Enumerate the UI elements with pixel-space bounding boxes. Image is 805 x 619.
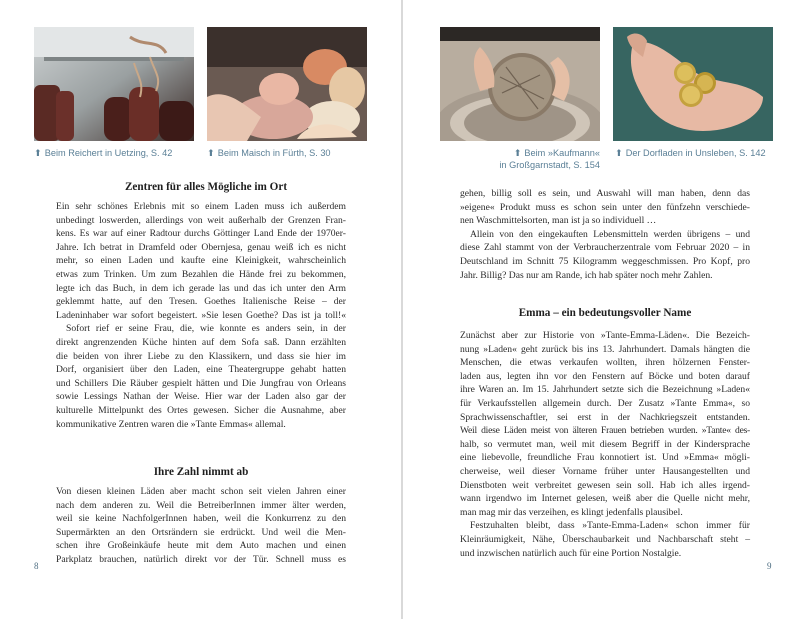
text-line: unbedingt loswerden, allerdings von weit außerhalb der Grenzen Fran- [56,214,346,226]
text-line: gehen, billig soll es sein, und Auswahl will man haben, denn das [460,188,750,199]
caption-reichert: ⬆ Beim Reichert in Uetzing, S. 42 [34,148,173,158]
text-line: ihre Waren an. Im 15. Jahrhundert setzte sich die Bezeichnung »Laden« [460,384,750,396]
photo-reichert [34,27,194,141]
text-line: etwas zum Trinken. Um zum Bezahlen die Hände frei zu bekommen, [56,268,346,280]
text-line: Supermärkten an den Ortsrändern sie erdrückt. Und weil die Men- [56,526,346,538]
text-line: Allein von den eingekauften Lebensmitteln werden übrigens – und [470,228,750,240]
text-line: kens. Es war auf einer Radtour durchs Göttinger Land Ende der 1970er- [56,228,346,240]
right-page [403,0,805,619]
caption-maisch: ⬆ Beim Maisch in Fürth, S. 30 [207,148,331,158]
text-line: Parkplatz brauchen, natürlich direkt vor der Tür. Schnell muss es [56,553,346,565]
text-line: und Schillers Die Räuber gespielt hätten und Die Jungfrau von Orleans [56,377,346,389]
body-section3 [460,329,750,560]
text-line: geklemmt hatte, auf den Tresen. Goethes Italienische Reise – der [56,296,346,308]
text-line: nung »Laden« geht zurück bis ins 13. Jahrhundert. Damals hängten die [460,343,750,355]
text-line: Jahre. Ich betrat in Dramfeld oder Obernjesa, genau weiß ich es nicht [56,241,346,253]
text-line: eine liebevolle, freundliche Frau konnotiert ist. Und »Emma« mögli- [460,452,750,464]
text-line: und inzwischen natürlich auch für eine Portion Nostalgie. [460,547,682,559]
text-line: Ein sehr schönes Erlebnis mit so einem Laden muss ich außerdem [56,201,346,212]
text-line: Deutschland im Schnitt 75 Kilogramm weggeschmissen. Pro Kopf, pro [460,255,750,267]
text-line: Jahr. Billig? Das nur am Rande, ich hab später noch mehr Zahlen. [460,269,713,281]
text-line: mehr, so einen Laden und kaufte eine Kleinigkeit, wahrscheinlich [56,255,346,267]
left-page [0,0,402,619]
heading-emma: Emma – ein bedeutungsvoller Name [518,307,692,319]
text-line: für Verkaufsstellen allgemein durch. Der Zusatz »Tante Emma«, so [460,397,750,409]
text-line: Von diesen kleinen Läden aber macht schon seit vielen Jahren einer [56,486,346,497]
arrow-up-icon: ⬆ [207,148,215,158]
text-line: Sofort rief er seine Frau, die, wie konnte es anders sein, in der [66,323,346,335]
heading-zahl: Ihre Zahl nimmt ab [153,466,249,478]
arrow-up-icon: ⬆ [34,148,42,158]
text-line: cherweise, weil dieser Vorname früher unter Hausangestellten und [460,465,750,477]
text-line: die beiden von ihrer Liebe zu den Klassikern, und dass sie hier im [56,350,346,362]
text-line: diese Zahl stammt von der Verbraucherzentrale vom Februar 2020 – in [460,242,750,254]
text-line: sowie Lessings Nathan der Weise. Hier war der Laden also gar der [56,391,346,403]
photo-maisch [207,27,367,141]
text-line: laden aus, legten ihn vor den Fenstern auf Böcke und boten darauf [460,370,750,382]
text-line: Weil diese Läden meist von älteren Frauen betrieben wurden. »Tante« des- [460,425,750,437]
body-intro [460,187,750,282]
text-line: kulturelle Mittelpunkt des Ortes gewesen. Sicher die Ausnahme, aber [56,404,346,416]
text-line: weil sie keine NachfolgerInnen haben, weil die Konkurrenz zu den [56,513,346,525]
text-line: wann irgendwo im Internet gelesen, weiß aber die Quelle nicht mehr, [460,493,750,505]
text-line: Menschen, die etwas verkaufen wollten, ihren hölzernen Fenster- [460,357,750,369]
caption-dorfladen: ⬆ Der Dorfladen in Unsleben, S. 142 [615,148,766,158]
text-line: Festzuhalten bleibt, dass »Tante-Emma-Laden« schon immer für [470,520,750,532]
text-line: Dienstboten weit verbreitet gewesen sein soll. Hab ich alles irgend- [460,479,750,491]
text-line: nen Waschmittelsorten, man ist ja so individuell … [460,215,657,227]
text-line: legte ich das Buch, in dem ich gerade las und das ich unter den Arm [56,282,346,294]
text-line: Ladeninhaber war sofort begeistert. »Sie lesen Goethe? Das ist ja toll!« [56,309,346,321]
text-line: schen ihre Großeinkäufe heute mit dem Auto machen und einen [56,540,346,552]
text-line: Sprachwissenschaftler, sei erst in der Nachkriegszeit entstanden. [460,411,750,423]
body-section1 [56,200,346,431]
arrow-up-icon: ⬆ [513,148,522,158]
text-line: »eigene« Produkt muss es schon sein unter den fünfzehn verschiede- [460,201,750,213]
page-number: 9 [767,561,772,571]
text-line: kommunikative Zentren waren die »Tante Emmas« allemal. [56,418,286,430]
text-line: Dorf, organisiert über den Laden, eine Theatergruppe gehabt hatten [56,364,346,376]
text-line: man mag mir das verzeihen, es klingt jedenfalls plausibel. [460,506,683,518]
text-line: Zunächst aber zur Historie von »Tante-Emma-Läden«. Die Bezeich- [460,330,750,341]
photo-kaufmann [440,27,600,141]
caption-kaufmann: ⬆ Beim »Kaufmann« in Großgarnstadt, S. 154 [499,148,600,170]
body-section2 [56,485,346,567]
text-line: direkt angrenzenden Küche hinten auf dem Sofa saß. Dann erzählten [56,336,346,348]
text-line: nach dem anderen zu. Weil die BetreiberInnen immer älter werden, [56,499,346,511]
page-number: 8 [34,561,39,571]
text-line: halb, so vermutet man, weil mit diesem Begriff in der Kindersprache [460,438,750,450]
heading-zentren: Zentren für alles Mögliche im Ort [124,181,288,193]
photo-dorfladen [613,27,773,141]
arrow-up-icon: ⬆ [615,148,623,158]
text-line: Kleinräumigkeit, Nähe, Überschaubarkeit und Nachbarschaft steht – [460,533,750,545]
